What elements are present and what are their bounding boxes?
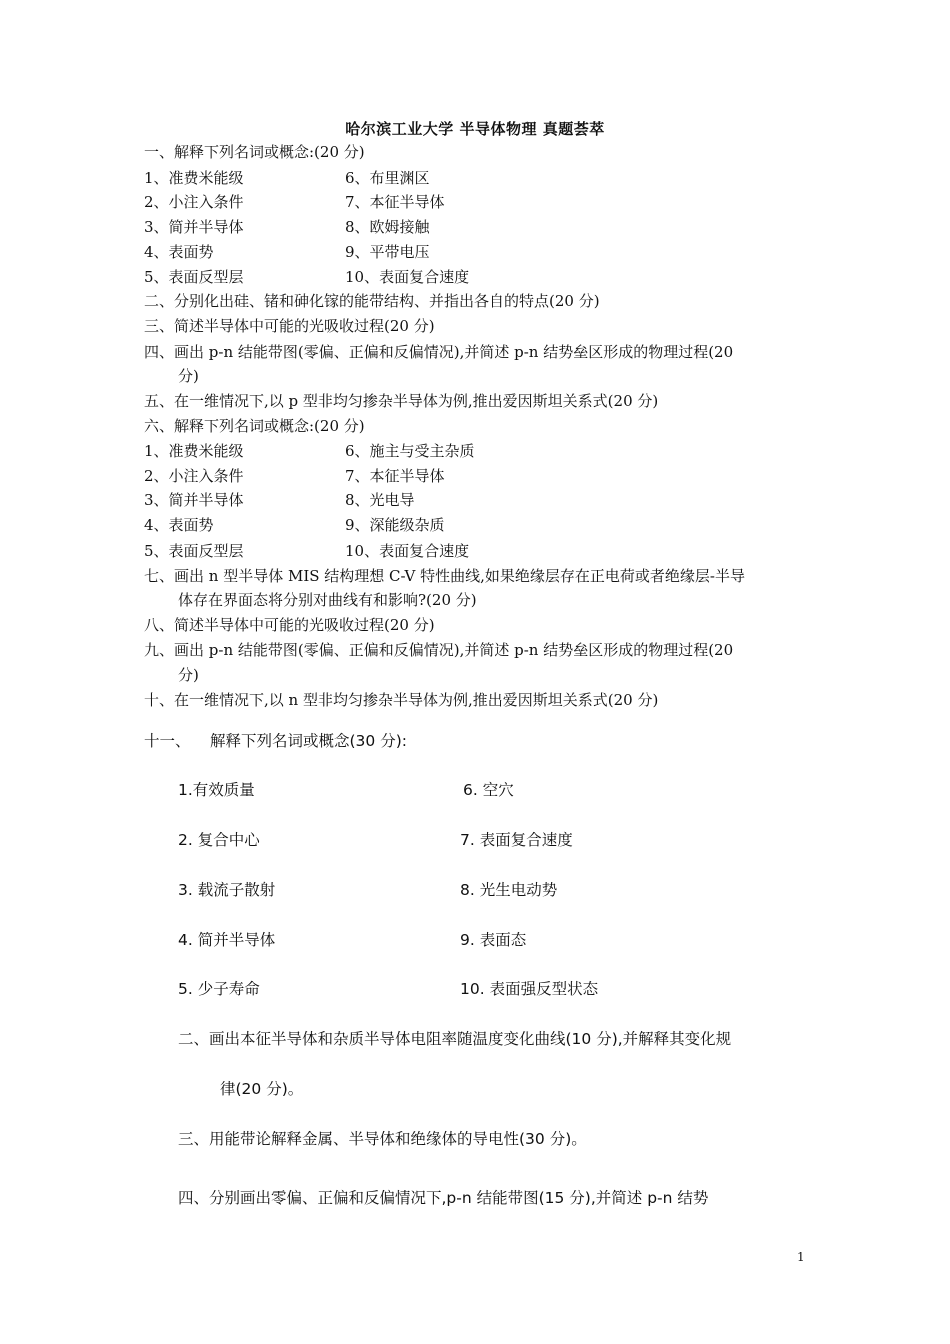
- list-item: 2. 复合中心: [178, 831, 260, 849]
- list-item: 10、表面复合速度: [345, 268, 470, 286]
- question-3: 三、简述半导体中可能的光吸收过程(20 分): [144, 317, 435, 335]
- list-item: 9、平带电压: [345, 243, 430, 261]
- list-item: 10、表面复合速度: [345, 542, 470, 560]
- section-1-heading: 一、解释下列名词或概念:(20 分): [144, 143, 365, 161]
- list-item: 7、本征半导体: [345, 193, 445, 211]
- question-9-line-2: 分): [178, 666, 199, 684]
- list-item: 6、布里渊区: [345, 169, 430, 187]
- list-item: 9. 表面态: [460, 931, 527, 949]
- list-item: 4、表面势: [144, 516, 214, 534]
- list-item: 8、光电导: [345, 491, 415, 509]
- list-item: 7、本征半导体: [345, 467, 445, 485]
- list-item: 4. 简并半导体: [178, 931, 276, 949]
- paragraph-2-line-2: 律(20 分)。: [220, 1080, 304, 1098]
- list-item: 10. 表面强反型状态: [460, 980, 599, 998]
- list-item: 4、表面势: [144, 243, 214, 261]
- section-6-heading: 六、解释下列名词或概念:(20 分): [144, 417, 365, 435]
- list-item: 3、简并半导体: [144, 218, 244, 236]
- question-10: 十、在一维情况下,以 n 型非均匀掺杂半导体为例,推出爱因斯坦关系式(20 分): [144, 691, 659, 709]
- list-item: 6、施主与受主杂质: [345, 442, 475, 460]
- list-item: 5. 少子寿命: [178, 980, 260, 998]
- list-item: 2、小注入条件: [144, 193, 244, 211]
- paragraph-2-line-1: 二、画出本征半导体和杂质半导体电阻率随温度变化曲线(10 分),并解释其变化规: [178, 1030, 732, 1048]
- list-item: 6. 空穴: [463, 781, 514, 799]
- paragraph-4: 四、分别画出零偏、正偏和反偏情况下,p-n 结能带图(15 分),并简述 p-n 结势: [178, 1189, 709, 1207]
- list-item: 1、准费米能级: [144, 442, 244, 460]
- question-7-line-1: 七、画出 n 型半导体 MIS 结构理想 C-V 特性曲线,如果绝缘层存在正电荷或者绝缘层-半导: [144, 567, 745, 585]
- page-number: 1: [797, 1250, 805, 1264]
- list-item: 1、准费米能级: [144, 169, 244, 187]
- list-item: 2、小注入条件: [144, 467, 244, 485]
- question-2: 二、分别化出硅、锗和砷化镓的能带结构、并指出各自的特点(20 分): [144, 292, 600, 310]
- list-item: 9、深能级杂质: [345, 516, 445, 534]
- section-11-heading: 解释下列名词或概念(30 分):: [210, 732, 407, 750]
- document-title: 哈尔滨工业大学 半导体物理 真题荟萃: [345, 120, 605, 138]
- question-8: 八、简述半导体中可能的光吸收过程(20 分): [144, 616, 435, 634]
- list-item: 8. 光生电动势: [460, 881, 558, 899]
- question-4-line-2: 分): [178, 367, 199, 385]
- question-5: 五、在一维情况下,以 p 型非均匀掺杂半导体为例,推出爱因斯坦关系式(20 分): [144, 392, 659, 410]
- list-item: 3. 载流子散射: [178, 881, 276, 899]
- list-item: 3、简并半导体: [144, 491, 244, 509]
- section-11-number: 十一、: [144, 732, 191, 750]
- question-4-line-1: 四、画出 p-n 结能带图(零偏、正偏和反偏情况),并简述 p-n 结势垒区形成的物理过程(20: [144, 343, 734, 361]
- paragraph-3: 三、用能带论解释金属、半导体和绝缘体的导电性(30 分)。: [178, 1130, 587, 1148]
- list-item: 5、表面反型层: [144, 542, 244, 560]
- list-item: 7. 表面复合速度: [460, 831, 573, 849]
- list-item: 8、欧姆接触: [345, 218, 430, 236]
- list-item: 1.有效质量: [178, 781, 255, 799]
- question-9-line-1: 九、画出 p-n 结能带图(零偏、正偏和反偏情况),并简述 p-n 结势垒区形成的物理过程(20: [144, 641, 734, 659]
- question-7-line-2: 体存在界面态将分别对曲线有和影响?(20 分): [178, 591, 477, 609]
- list-item: 5、表面反型层: [144, 268, 244, 286]
